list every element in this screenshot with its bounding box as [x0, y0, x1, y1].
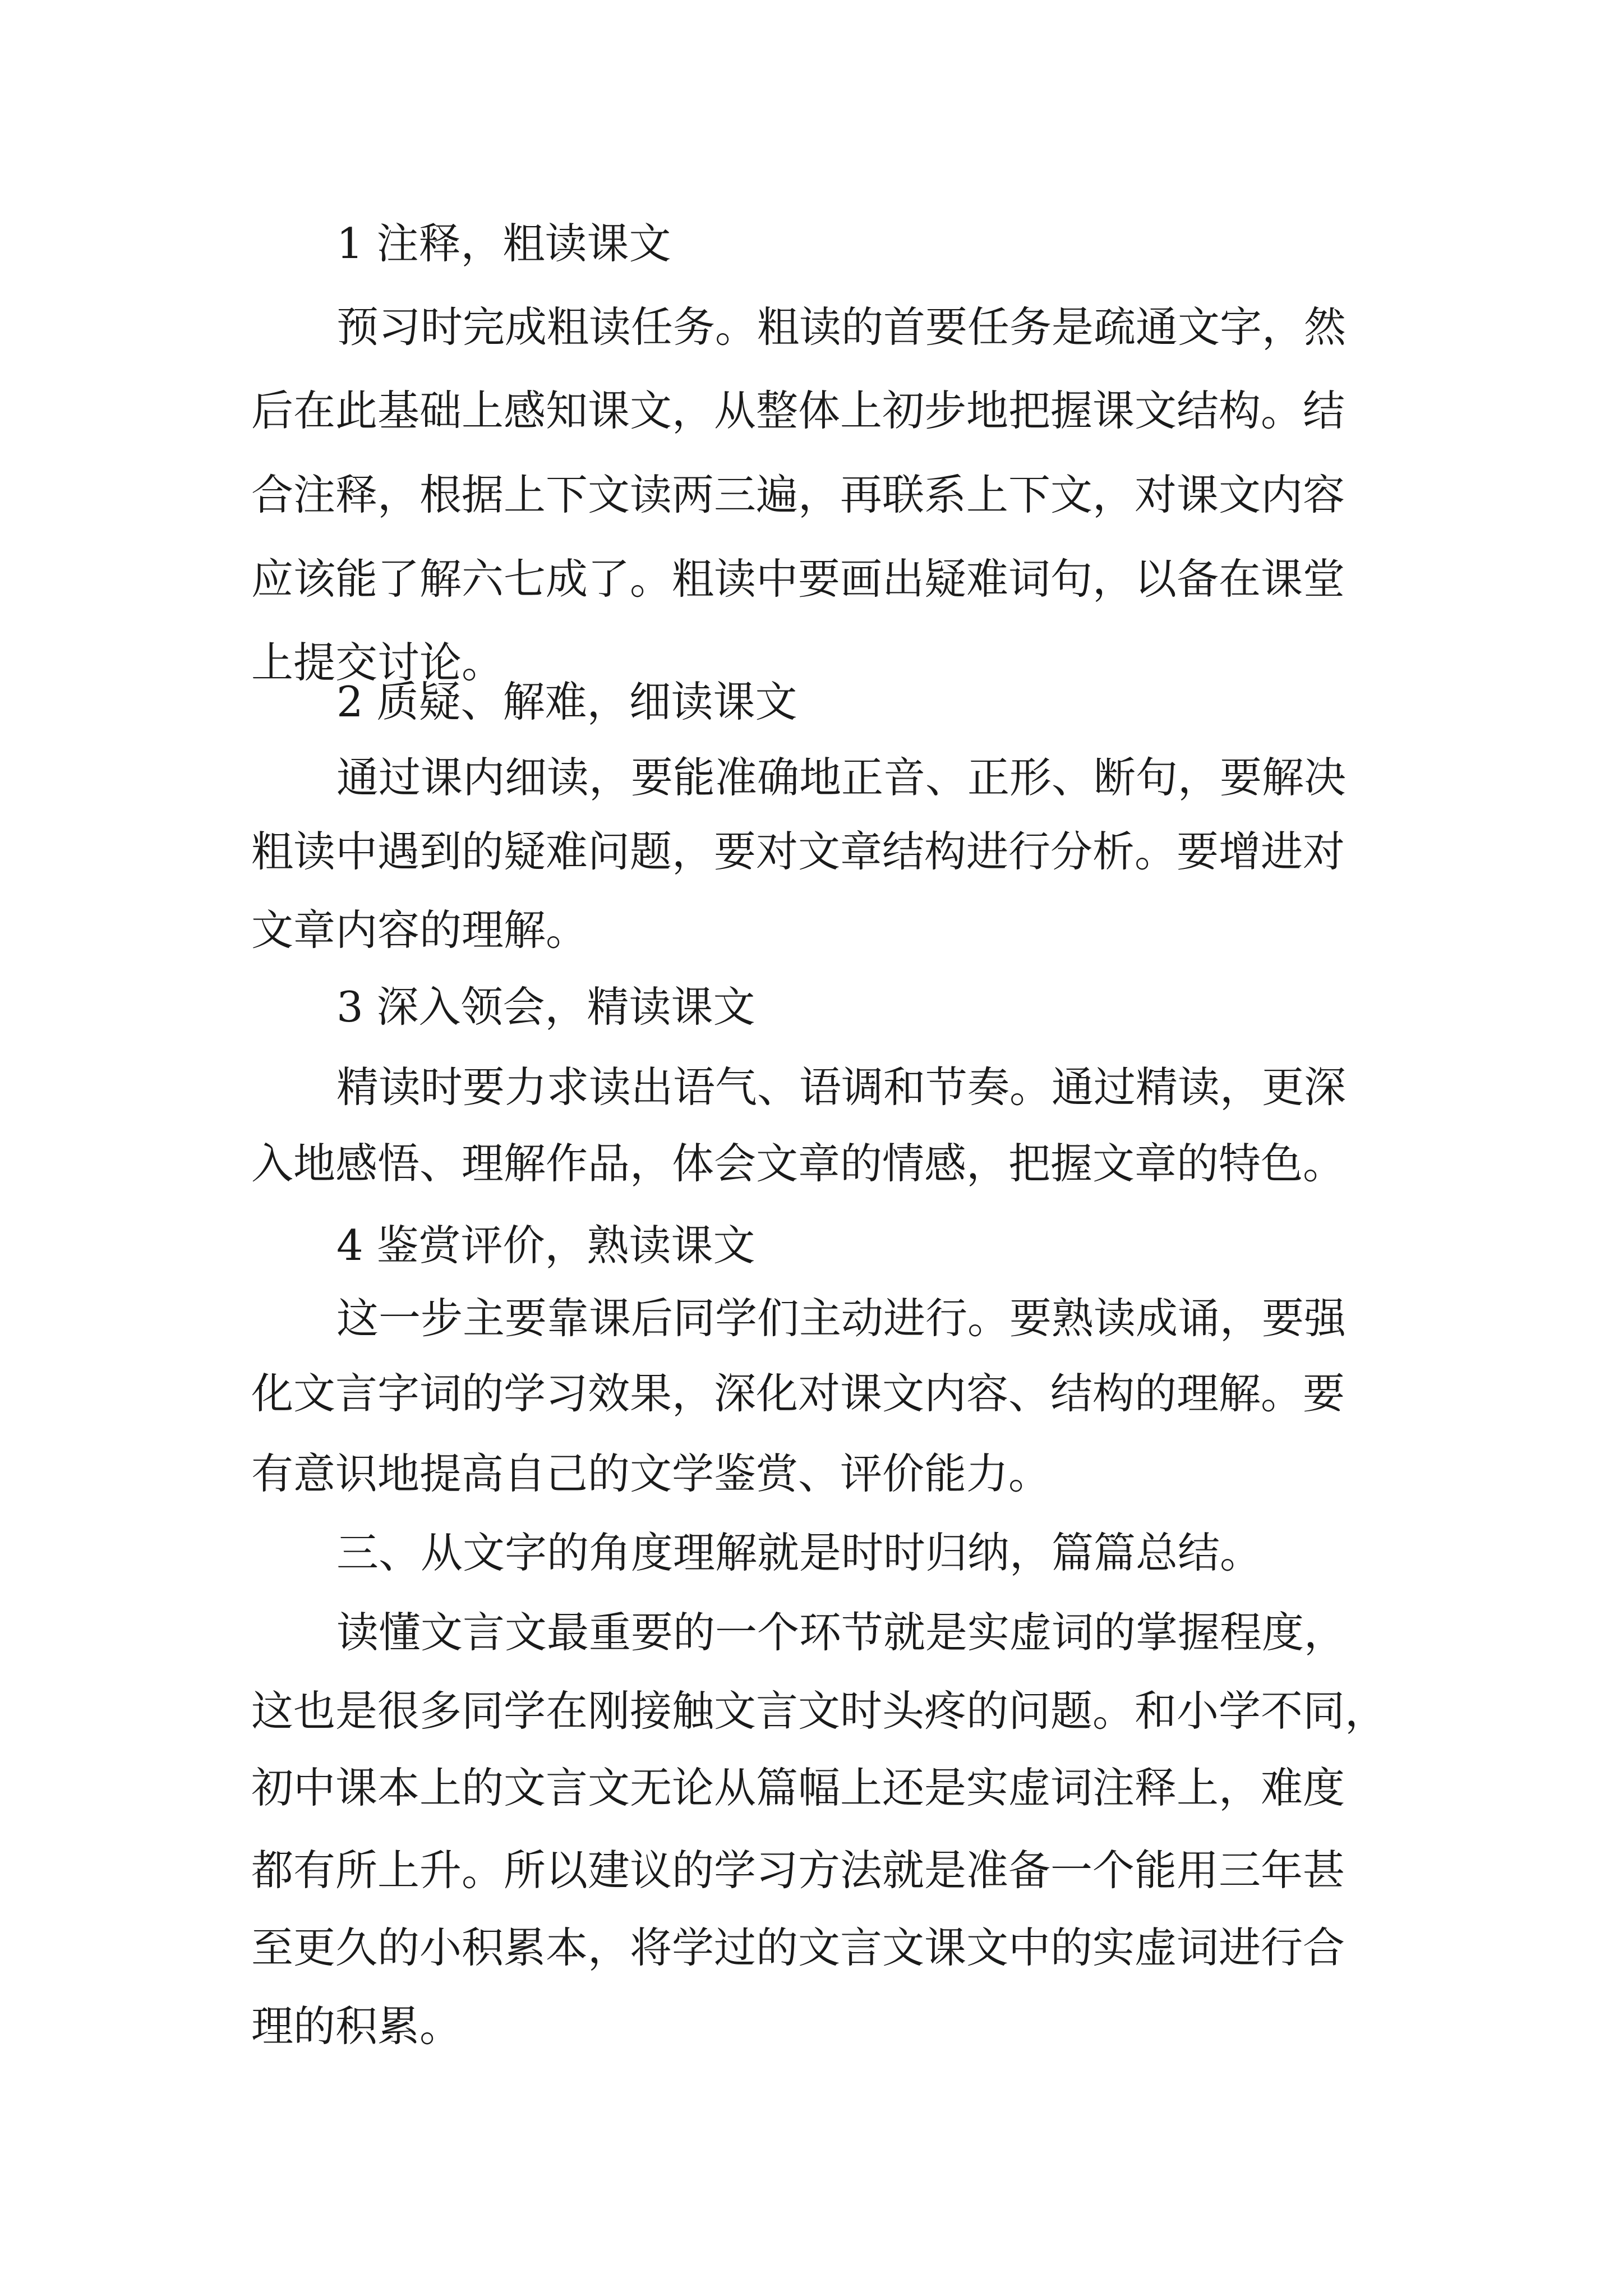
paragraph-1-line-5: 上提交讨论。	[251, 638, 504, 687]
section-heading-4: 4 鉴赏评价，熟读课文	[336, 1221, 755, 1270]
paragraph-5-line-1: 读懂文言文最重要的一个环节就是实虚词的掌握程度，	[336, 1608, 1347, 1657]
paragraph-2-line-2: 粗读中遇到的疑难问题，要对文章结构进行分析。要增进对	[251, 827, 1345, 876]
paragraph-2-line-1: 通过课内细读，要能准确地正音、正形、断句，要解决	[336, 753, 1347, 802]
paragraph-1-line-4: 应该能了解六七成了。粗读中要画出疑难词句，以备在课堂	[251, 554, 1345, 604]
paragraph-3-line-1: 精读时要力求读出语气、语调和节奏。通过精读，更深	[336, 1062, 1347, 1112]
paragraph-4-line-2: 化文言字词的学习效果，深化对课文内容、结构的理解。要	[251, 1369, 1345, 1418]
paragraph-1-line-2: 后在此基础上感知课文，从整体上初步地把握课文结构。结	[251, 386, 1345, 435]
paragraph-5-line-3: 初中课本上的文言文无论从篇幅上还是实虚词注释上，难度	[251, 1763, 1345, 1812]
paragraph-1-line-1: 预习时完成粗读任务。粗读的首要任务是疏通文字，然	[336, 302, 1347, 352]
paragraph-4-line-3: 有意识地提高自己的文学鉴赏、评价能力。	[251, 1449, 1051, 1498]
section-heading-1: 1 注释，粗读课文	[336, 219, 671, 268]
section-heading-5: 三、从文字的角度理解就是时时归纳，篇篇总结。	[336, 1528, 1262, 1577]
paragraph-5-line-4: 都有所上升。所以建议的学习方法就是准备一个能用三年甚	[251, 1846, 1345, 1895]
paragraph-2-line-3: 文章内容的理解。	[251, 905, 588, 955]
section-heading-3: 3 深入领会，精读课文	[336, 982, 755, 1032]
paragraph-4-line-1: 这一步主要靠课后同学们主动进行。要熟读成诵，要强	[336, 1294, 1347, 1343]
section-heading-2: 2 质疑、解难，细读课文	[336, 677, 797, 726]
paragraph-1-line-3: 合注释，根据上下文读两三遍，再联系上下文，对课文内容	[251, 470, 1345, 519]
paragraph-5-line-6: 理的积累。	[251, 2001, 462, 2051]
paragraph-3-line-2: 入地感悟、理解作品，体会文章的情感，把握文章的特色。	[251, 1139, 1345, 1188]
paragraph-5-line-2: 这也是很多同学在刚接触文言文时头疼的问题。和小学不同，	[251, 1686, 1387, 1736]
paragraph-5-line-5: 至更久的小积累本，将学过的文言文课文中的实虚词进行合	[251, 1923, 1345, 1972]
